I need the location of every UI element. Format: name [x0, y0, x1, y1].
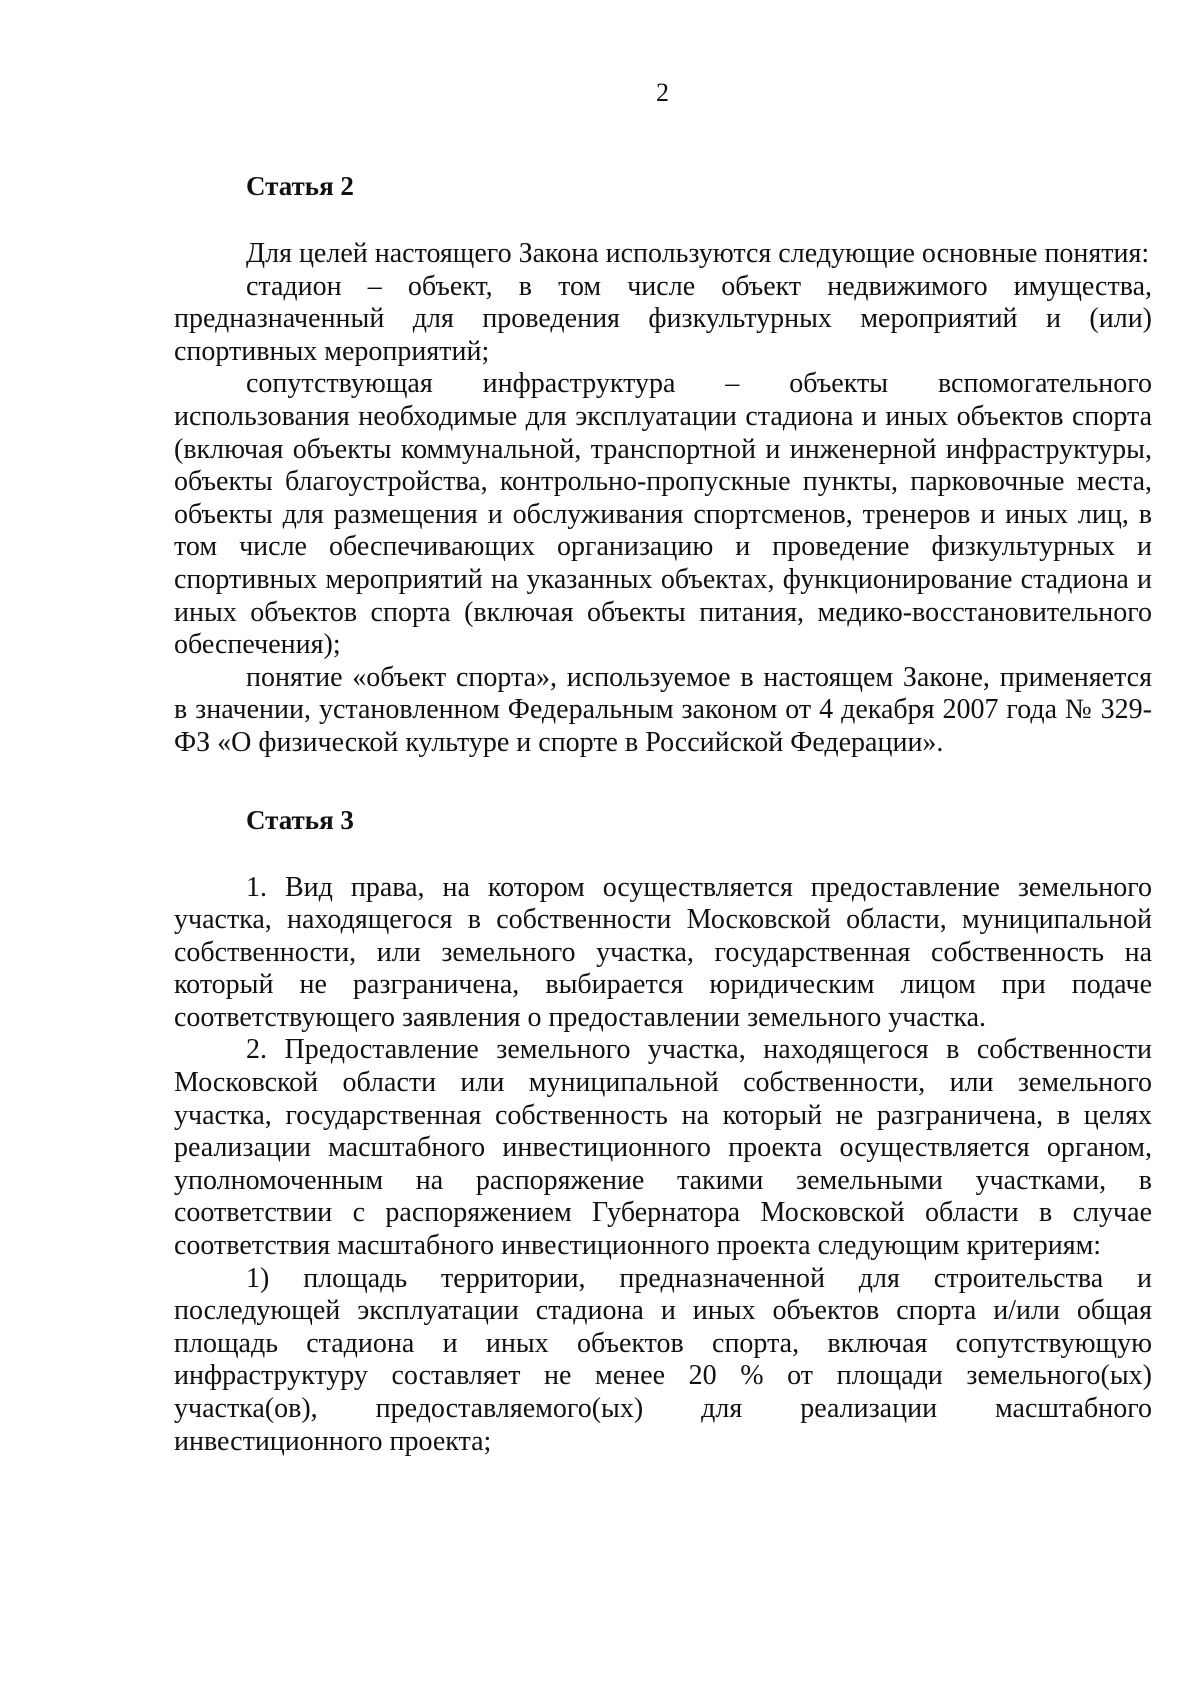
article-3-paragraph-3: 1) площадь территории, предназначенной для строительства и последующей эксплуатации стадиона и иных объектов спорта и/или общая площадь стадиона и иных объектов спорта, включая сопутствующую инфраструктуру составляет не менее 20 % от площади земельного(ых) участка(ов), предоставляемого(ых) для реализации масштабного инвестиционного проекта;: [174, 1262, 1152, 1457]
article-2-paragraph-1: Для целей настоящего Закона используются следующие основные понятия:: [246, 238, 1150, 269]
article-3-paragraph-2: 2. Предоставление земельного участка, находящегося в собственности Московской области или муниципальной собственности, или земельного участка, государственная собственность на который не разграничена, в целях реализации масштабного инвестиционного проекта осуществляется органом, уполномоченным на распоряжение такими земельными участками, в соответствии с распоряжением Губернатора Московской области в случае соответствия масштабного инвестиционного проекта следующим критериям:: [174, 1034, 1152, 1262]
article-2-paragraph-4: понятие «объект спорта», используемое в настоящем Законе, применяется в значении, установленном Федеральным законом от 4 декабря 2007 года № 329-ФЗ «О физической культуре и спорте в Российской Федерации».: [174, 661, 1152, 758]
article-2-heading: Статья 2: [246, 171, 354, 201]
document-body: [174, 168, 1152, 1458]
article-2: [174, 168, 1152, 760]
article-3-paragraph-1: 1. Вид права, на котором осуществляется предоставление земельного участка, находящегося в собственности Московской области, муниципальной собственности, или земельного участка, государственная собственность на который не разграничена, выбирается юридическим лицом при подаче соответствующего заявления о предоставлении земельного участка.: [174, 871, 1152, 1033]
page-number: 2: [656, 78, 669, 107]
article-3: [174, 802, 1152, 1459]
article-3-heading: Статья 3: [246, 804, 354, 835]
article-2-paragraph-3: сопутствующая инфраструктура – объекты вспомогательного использования необходимые для эксплуатации стадиона и иных объектов спорта (включая объекты коммунальной, транспортной и инженерной инфраструктуры, объекты благоустройства, контрольно-пропускные пункты, парковочные места, объекты для размещения и обслуживания спортсменов, тренеров и иных лиц, в том числе обеспечивающих организацию и проведение физкультурных и спортивных мероприятий на указанных объектах, функционирование стадиона и иных объектов спорта (включая объекты питания, медико-восстановительного обеспечения);: [174, 368, 1152, 661]
article-2-paragraph-2: стадион – объект, в том числе объект недвижимого имущества, предназначенный для проведения физкультурных мероприятий и (или) спортивных мероприятий;: [174, 270, 1152, 367]
